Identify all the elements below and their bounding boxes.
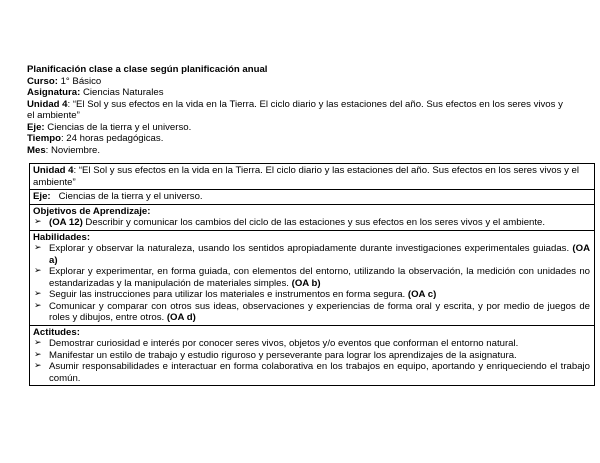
objetivo-text: Describir y comunicar los cambios del ciclo de las estaciones y sus efectos en los seres vivos y el ambiente. <box>82 217 546 228</box>
planning-table <box>29 163 595 386</box>
row-habilidades <box>30 230 595 325</box>
arrow-bullet-icon: ➢ <box>34 349 42 360</box>
list-item <box>33 289 590 301</box>
oa-code: (OA c) <box>407 289 437 300</box>
objetivos-title: Objetivos de Aprendizaje: <box>33 205 151 217</box>
cell-actitudes <box>30 325 595 386</box>
eje-label: Eje: <box>33 191 51 202</box>
list-item <box>33 361 590 384</box>
planning-header <box>27 64 567 156</box>
list-item <box>33 217 590 229</box>
oa-code: (OA d) <box>166 312 196 323</box>
actitudes-list <box>33 338 590 384</box>
arrow-bullet-icon: ➢ <box>34 243 42 253</box>
actitud-text: Demostrar curiosidad e interés por conocer seres vivos, objetos y/o eventos que conforman el entorno natural. <box>49 338 519 349</box>
list-item <box>33 243 590 266</box>
row-eje <box>30 190 595 205</box>
arrow-bullet-icon: ➢ <box>34 266 42 276</box>
header-asignatura: Asignatura: Ciencias Naturales <box>27 87 164 98</box>
unidad-label: Unidad 4 <box>33 165 74 176</box>
actitud-text: Manifestar un estilo de trabajo y estudio riguroso y perseverante para lograr los aprendizajes de la asignatura. <box>49 349 517 361</box>
eje-text: Ciencias de la tierra y el universo. <box>50 191 203 202</box>
oa-code: (OA a) <box>49 243 590 266</box>
habilidad-text: Explorar y observar la naturaleza, usando los sentidos apropiadamente durante investigaciones experimentales guiadas. <box>49 243 573 254</box>
habilidades-title: Habilidades: <box>33 231 91 243</box>
actitudes-title: Actitudes: <box>33 326 80 338</box>
list-item <box>33 338 590 350</box>
arrow-bullet-icon: ➢ <box>34 361 42 371</box>
list-item <box>33 350 590 362</box>
arrow-bullet-icon: ➢ <box>34 300 42 311</box>
arrow-bullet-icon: ➢ <box>34 217 42 227</box>
habilidad-text: Comunicar y comparar con otros sus ideas, observaciones y experiencias de forma oral y escrita, y por medio de juegos de roles y dibujos, entre otros. <box>49 300 590 323</box>
cell-habilidades <box>30 230 595 325</box>
header-title: Planificación clase a clase según planificación anual <box>27 64 268 75</box>
arrow-bullet-icon: ➢ <box>34 338 42 348</box>
oa-code: (OA b) <box>291 277 321 289</box>
unidad-text: : “El Sol y sus efectos en la vida en la Tierra. El ciclo diario y las estaciones del año. Sus efectos en los seres vivos y el ambiente” <box>33 165 580 188</box>
habilidad-text: Explorar y experimentar, en forma guiada, con elementos del entorno, utilizando la observación, la medición con unidades no estandarizadas y la manipulación de materiales simples. <box>49 266 590 289</box>
habilidades-list <box>33 243 590 324</box>
arrow-bullet-icon: ➢ <box>34 289 42 299</box>
header-eje: Eje: Ciencias de la tierra y el universo. <box>27 121 192 133</box>
row-objetivos <box>30 204 595 230</box>
row-unidad <box>30 164 595 190</box>
row-actitudes <box>30 325 595 386</box>
list-item <box>33 266 590 289</box>
cell-objetivos <box>30 204 595 230</box>
habilidad-text: Seguir las instrucciones para utilizar los materiales e instrumentos en forma segura. <box>49 289 408 300</box>
header-unidad: Unidad 4: “El Sol y sus efectos en la vida en la Tierra. El ciclo diario y las estaciones del año. Sus efectos en los seres vivos y el ambiente” <box>27 98 563 121</box>
cell-eje <box>30 190 595 205</box>
header-tiempo: Tiempo: 24 horas pedagógicas. <box>27 133 164 144</box>
cell-unidad <box>30 164 595 190</box>
oa-code: (OA 12) <box>49 217 83 228</box>
actitud-text: Asumir responsabilidades e interactuar en forma colaborativa en los trabajos en equipo, aportando y enriqueciendo el trabajo común. <box>49 361 590 384</box>
objetivos-list <box>33 217 590 229</box>
list-item <box>33 301 590 324</box>
header-mes: Mes: Noviembre. <box>27 144 101 156</box>
header-curso: Curso: 1° Básico <box>27 75 102 87</box>
